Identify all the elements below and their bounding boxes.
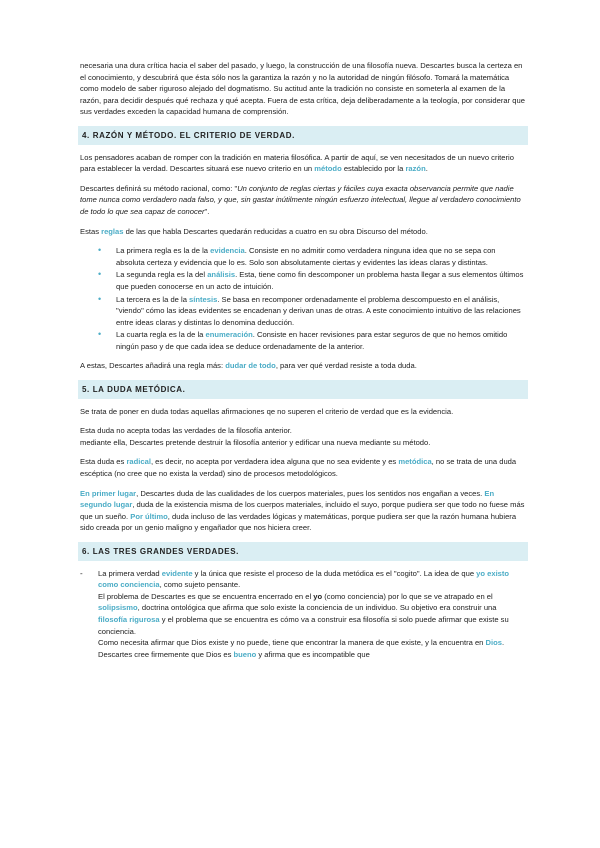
highlight-razon: razón — [405, 164, 426, 174]
text: El problema de Descartes es que se encuentra encerrado en el — [98, 591, 314, 601]
text: Esta duda no acepta todas las verdades de la filosofía anterior. — [80, 426, 292, 436]
text: y afirma que es incompatible que — [256, 649, 370, 659]
highlight-analisis: análisis — [207, 270, 236, 280]
intro-paragraph: necesaria una dura crítica hacia el saber del pasado, y luego, la construcción de una filosofía nueva. Descartes busca la certeza en el conocimiento, y descubrirá que ésta sólo nos la garantiza la razón y no la autoridad de ningún filósofo. Tomará la matemática como modelo de saber riguroso alejado del dogmatismo. Su actitud ante la tradición no consiste en someterla al examen de la razón, para decidir después qué rechaza y qué acepta. Fuera de esta crítica, deja deliberadamente a la teología, por considerar que sus verdades exceden la capacidad humana de comprensión. — [80, 61, 525, 117]
text: La cuarta regla es la de la — [116, 330, 206, 340]
list-item — [116, 329, 526, 352]
highlight-por-ultimo: Por último — [130, 511, 168, 521]
s5-paragraph-2 — [80, 425, 526, 448]
list-item — [116, 245, 526, 268]
highlight-segundo-lugar: En segundo lugar — [80, 488, 495, 510]
highlight-yo-existo: yo existo como conciencia — [98, 568, 510, 590]
text: . Esta, tiene como fin descomponer un problema hasta llegar a sus elementos últimos que pueden conocerse en un acto de intuición. — [116, 270, 524, 291]
text: . Consiste en no admitir como verdadera ninguna idea que no se sepa con absoluta certeza y evidencia que lo es. Solo son absolutamente ciertas y evidentes las ideas claras y distintas. — [116, 246, 496, 267]
highlight-radical: radical — [126, 457, 151, 467]
text: , para ver qué verdad resiste a toda duda. — [275, 361, 417, 371]
section-4-heading: 4. RAZÓN Y MÉTODO. EL CRITERIO DE VERDAD. — [78, 126, 528, 145]
section-6-heading: 6. LAS TRES GRANDES VERDADES. — [78, 542, 528, 561]
highlight-evidencia: evidencia — [210, 246, 245, 256]
truths-list — [80, 568, 526, 661]
highlight-dudar: dudar de todo — [225, 361, 276, 371]
highlight-filosofia-rigurosa: filosofía rigurosa — [98, 614, 160, 624]
text: Estas — [80, 226, 102, 236]
text: , duda incluso de las verdades lógicas y matemáticas, porque pudiera ser que la razón humana hubiera sido creada por un genio maligno y engañador que nos hiciera creer. — [80, 511, 517, 533]
s5-paragraph-4 — [80, 488, 526, 534]
list-item — [116, 269, 526, 292]
document-body — [80, 60, 526, 661]
text: Como necesita afirmar que Dios existe y no puede, tiene que encontrar la manera de que existe, y la encuentra en — [98, 638, 486, 648]
highlight-sintesis: síntesis — [189, 294, 218, 304]
text: , como sujeto pensante. — [159, 580, 241, 590]
text: , Descartes duda de las cualidades de los cuerpos materiales, pues los sentidos nos engañan a veces. — [136, 488, 485, 498]
text: y el problema que se encuentra es cómo va a construir esa filosofía si solo puede afirmar que existe su conciencia. — [98, 614, 509, 636]
text: . Descartes cree firmemente que Dios es — [98, 638, 505, 659]
text: establecido por la — [341, 164, 406, 174]
text: La segunda regla es la del — [116, 270, 208, 280]
s5-paragraph-1: Se trata de poner en duda todas aquellas afirmaciones qe no superen el criterio de verdad que es la evidencia. — [80, 406, 454, 416]
text: Esta duda es — [80, 457, 127, 467]
text: . Consiste en hacer revisiones para estar seguros de que no hemos omitido ningún paso y de que cada idea se deduce ordenadamente de la anterior. — [116, 330, 508, 351]
highlight-bueno: bueno — [233, 649, 257, 659]
text: La primera regla es la de la — [116, 246, 211, 256]
text: Los pensadores acaban de romper con la tradición en materia filosófica. A partir de aquí, se ven necesitados de un nuevo criterio para establecer la verdad. Descartes situará ese nuevo criterio en un — [80, 152, 514, 174]
s4-paragraph-3 — [80, 226, 526, 238]
text: La tercera es la de la — [116, 294, 190, 304]
text: Descartes definirá su método racional, como: " — [80, 183, 238, 193]
s5-paragraph-3 — [80, 456, 526, 479]
text: , doctrina ontológica que afirma que solo existe la conciencia de un individuo. Su objetivo era construir una — [137, 603, 497, 613]
text: La primera verdad — [98, 568, 162, 578]
text: . Se basa en recomponer ordenadamente el problema descompuesto en el análisis, "viendo" cómo las ideas evidentes se encadenan y derivan unas de otras. A este conocimiento intuitivo de las relaciones entre ideas claras y distintas lo denomina deducción. — [116, 294, 521, 327]
s4-paragraph-4 — [80, 360, 526, 372]
text: ". — [204, 206, 210, 216]
section-5-heading: 5. LA DUDA METÓDICA. — [78, 380, 528, 399]
text: , no se trata de una duda escéptica (no cree que no exista la verdad) sino de procesos metodológicos. — [80, 457, 517, 479]
text: de las que habla Descartes quedarán reducidas a cuatro en su obra Discurso del método. — [123, 226, 428, 236]
list-item — [116, 294, 526, 329]
highlight-solipsismo: solipsismo — [98, 603, 138, 613]
text: . — [425, 164, 428, 174]
highlight-dios: Dios — [485, 638, 502, 648]
highlight-enumeracion: enumeración — [205, 330, 253, 340]
text: y la única que resiste el proceso de la duda metódica es el "cogito". La idea de que — [192, 568, 477, 578]
text: , es decir, no acepta por verdadera idea alguna que no sea evidente y es — [150, 457, 399, 467]
highlight-metodica: metódica — [398, 457, 432, 467]
text: , duda de la existencia misma de los cuerpos materiales, incluido el suyo, porque pudiera ser que todo no fuese más que un sueño. — [80, 500, 525, 521]
highlight-metodo: método — [314, 164, 342, 174]
text: (como conciencia) por lo que se ve atrapado en el — [322, 591, 493, 601]
method-quote: Un conjunto de reglas ciertas y fáciles cuya exacta observancia permite que nadie tome nunca como verdadero nada falso, y que, sin gastar inútilmente ningún esfuerzo intelectual, llegue al verdadero conocimiento de todo lo que sea capaz de conocer — [80, 183, 521, 216]
highlight-evidente: evidente — [161, 568, 193, 578]
s4-paragraph-2 — [80, 183, 526, 218]
highlight-primer-lugar: En primer lugar — [80, 488, 137, 498]
rules-list — [80, 245, 526, 352]
text: mediante ella, Descartes pretende destruir la filosofía anterior y edificar una nueva mediante su método. — [80, 437, 431, 447]
text: A estas, Descartes añadirá una regla más: — [80, 361, 226, 371]
bold-yo: yo — [313, 591, 323, 601]
highlight-reglas: reglas — [101, 226, 124, 236]
s4-paragraph-1 — [80, 152, 526, 175]
list-item — [98, 568, 526, 661]
